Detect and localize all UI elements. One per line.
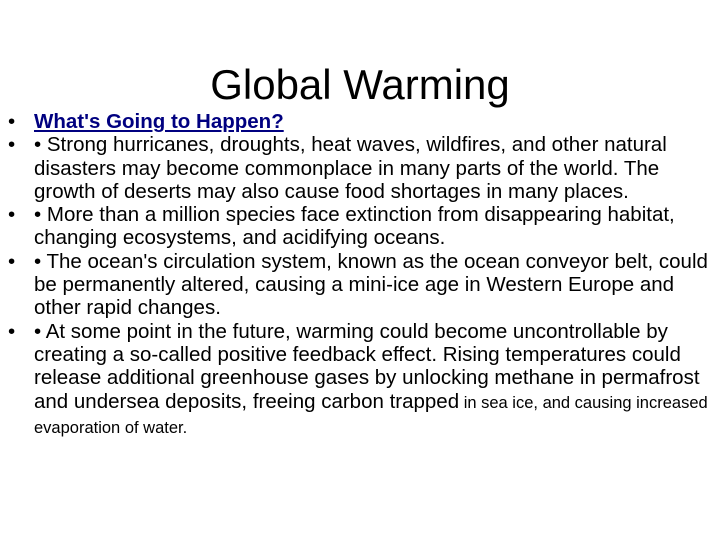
bullet-icon: • [8, 249, 16, 273]
slide-title: Global Warming [210, 61, 510, 109]
list-item [0, 133, 716, 203]
bullet-icon: • [8, 203, 16, 227]
bullet-list [0, 110, 716, 440]
list-item-heading [0, 110, 716, 133]
bullet-text-tail: in sea ice, and causing increased evaporation of water. [34, 393, 708, 437]
bullet-text: • More than a million species face extinction from disappearing habitat, changing ecosystems, and acidifying oceans. [34, 203, 675, 250]
list-item [0, 250, 716, 320]
bullet-text: • At some point in the future, warming could become uncontrollable by creating a so-called positive feedback effect. Rising temperatures could release additional greenhouse gases by unlocking methane in permafrost and undersea deposits, freeing carbon trapped [34, 319, 700, 413]
bullet-icon: • [8, 319, 16, 343]
bullet-text: • The ocean's circulation system, known as the ocean conveyor belt, could be permanently altered, causing a mini-ice age in Western Europe and other rapid changes. [34, 249, 708, 320]
bullet-icon: • [8, 133, 16, 157]
bullet-icon: • [8, 110, 16, 133]
bullet-text: • Strong hurricanes, droughts, heat waves, wildfires, and other natural disasters may become commonplace in many parts of the world. The growth of deserts may also cause food shortages in many places. [34, 133, 667, 203]
section-heading-link[interactable]: What's Going to Happen? [34, 110, 284, 133]
list-item [0, 203, 716, 250]
list-item [0, 320, 716, 440]
